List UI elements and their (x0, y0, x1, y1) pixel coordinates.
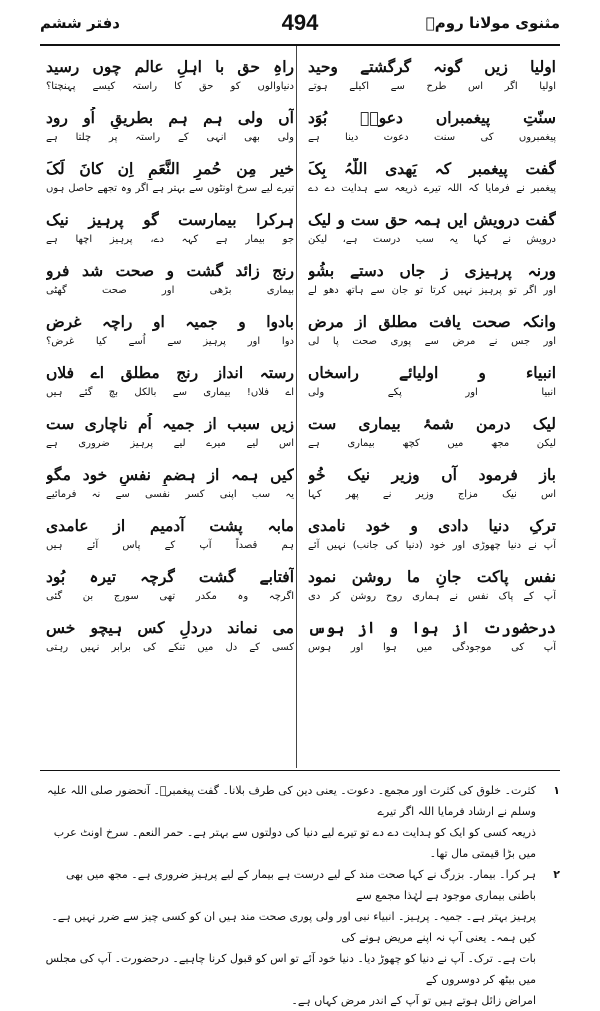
couplet-half (46, 107, 294, 158)
footnote-line: ہر کرا۔ بیمار۔ بزرگ نے کہا صحت مند کے لیے درست ہے بیمار کے لیے پرہیز ضروری ہے۔ مجھ میں بھی باطنی بیماری موجود ہے لہٰذا مجمع سے (65, 868, 536, 902)
urdu-translation: بیماری بڑھی اور صحت گھٹی (46, 285, 294, 296)
urdu-translation: لیکن مجھ میں کچھ بیماری ہے (308, 438, 556, 449)
persian-verse: لیک درمن شمۂ بیماری ست (308, 414, 556, 433)
urdu-translation: انبیا اور پکے ولی (308, 387, 556, 398)
footnote-rule (40, 770, 560, 771)
urdu-translation: ہم قصداً آپ کے پاس آئے ہیں (46, 540, 294, 551)
persian-verse: رستہ انداز رنج مطلق اے فلاں (46, 363, 294, 382)
persian-verse: رنج زائد گشت و صحت شد فرو (46, 261, 294, 280)
urdu-translation: پیغمبروں کی سنت دعوت دینا ہے (308, 132, 556, 143)
couplet-half (308, 56, 556, 107)
urdu-translation: پیغمبر نے فرمایا کہ اللہ تیرے ذریعہ سے ہدایت دے دے (308, 183, 556, 194)
persian-verse: آں ولی ہم ہم بطریقِ اُو رود (46, 108, 294, 127)
verse-column-left (46, 56, 294, 668)
persian-verse: درحضورت از ہوا و از ہوس (308, 618, 556, 637)
header-rule (40, 44, 560, 46)
urdu-translation: آپ کی موجودگی میں ہوا اور ہوس (308, 642, 556, 653)
page-header (40, 10, 560, 40)
footnote-line: امراض زائل ہوتے ہیں تو آپ کے اندر مرض کہاں ہے۔ (291, 994, 536, 1007)
urdu-translation: اے فلاں! بیماری سے بالکل بچ گئے ہیں (46, 387, 294, 398)
urdu-translation: تیرے لیے سرخ اونٹوں سے بہتر ہے اگر وہ تجھے حاصل ہوں (46, 183, 294, 194)
persian-verse: زیں سبب از جمیہ اُم ناچاری ست (46, 414, 294, 433)
persian-verse: ہرکرا بیمارست گو پرہیز نیک (46, 210, 294, 229)
persian-verse: وانکہ صحت یافت مطلق از مرض (308, 312, 556, 331)
persian-verse: می نماند دردلِ کس ہیچو خس (46, 618, 294, 637)
persian-verse: راہِ حق با اہلِ عالم چوں رسید (46, 57, 294, 76)
verse-column-right (308, 56, 556, 668)
urdu-translation: درویش نے کہا یہ سب درست ہے، لیکن (308, 234, 556, 245)
couplet-half (308, 311, 556, 362)
couplet-half (308, 362, 556, 413)
footnotes (40, 780, 560, 1011)
urdu-translation: اولیا اگر اس طرح سے اکیلے ہوتے (308, 81, 556, 92)
persian-verse: گفت درویش ایں ہمہ حق ست و لیک (308, 210, 556, 229)
footnote (40, 864, 560, 1011)
footnote-line: بات ہے۔ ترک۔ آپ نے دنیا کو چھوڑ دیا۔ دنیا خود آئے تو اس کو قبول کرنا چاہیے۔ درحضورت۔ آپ کی مجلس میں بیٹھ کر دوسروں کے (45, 952, 536, 986)
couplet-half (46, 158, 294, 209)
urdu-translation: آپ نے دنیا چھوڑی اور خود (دنیا کی جانب) نہیں آئے (308, 540, 556, 551)
persian-verse: مابہ پشت آدمیم از عامدی (46, 516, 294, 535)
couplet-half (308, 464, 556, 515)
urdu-translation: جو بیمار ہے کہہ دے، پرہیز اچھا ہے (46, 234, 294, 245)
persian-verse: بادوا و جمیہ او راچہ غرض (46, 312, 294, 331)
couplet-half (308, 260, 556, 311)
couplet-half (308, 617, 556, 668)
footnote-line: کثرت۔ خلوق کی کثرت اور مجمع۔ دعوت۔ یعنی دین کی طرف بلانا۔ گفت پیغمبرؐ۔ آنحضور صلی اللہ علیہ وسلم نے ارشاد فرمایا اللہ اگر تیرے (47, 784, 536, 818)
couplet-half (308, 566, 556, 617)
urdu-translation: اگرچہ وہ مکدر تھی سورج بن گئی (46, 591, 294, 602)
persian-verse: سنّتِ پیغمبراں دعوتؒ بُوَد (308, 108, 556, 127)
couplet-half (46, 56, 294, 107)
footnote-marker: ۲ (553, 868, 560, 881)
persian-verse: نفس پاکت جانِ ما روشن نمود (308, 567, 556, 586)
persian-verse: خیر مِن حُمرِ النَّعَمِ اِن کانَ لَکَ (46, 159, 294, 178)
book-title: مثنوی مولانا رومؒ (425, 14, 560, 32)
couplet-half (308, 107, 556, 158)
column-divider (296, 46, 297, 768)
couplet-half (46, 413, 294, 464)
urdu-translation: اس لیے میرے لیے پرہیز ضروری ہے (46, 438, 294, 449)
persian-verse: آفتابے گشت گرچہ تیرہ بُود (46, 567, 294, 586)
persian-verse: ورنہ پرہیزی ز جاں دستے بشُو (308, 261, 556, 280)
persian-verse: اولیا زیں گونہ گرگشتے وحید (308, 57, 556, 76)
couplet-half (46, 311, 294, 362)
page-number: 494 (281, 10, 319, 35)
couplet-half (308, 515, 556, 566)
couplet-half (308, 413, 556, 464)
couplet-half (46, 617, 294, 668)
urdu-translation: ولی بھی انہی کے راستہ پر چلتا ہے (46, 132, 294, 143)
urdu-translation: اور اگر تو پرہیز نہیں کرتا تو جان سے ہاتھ دھو لے (308, 285, 556, 296)
urdu-translation: آپ کے پاک نفس نے ہماری روح روشن کر دی (308, 591, 556, 602)
persian-verse: کیں ہمہ از ہضمِ نفسِ خود مگو (46, 465, 294, 484)
volume-label: دفتر ششم (40, 14, 120, 32)
urdu-translation: اس نیک مزاج وزیر نے پھر کہا (308, 489, 556, 500)
couplet-half (46, 362, 294, 413)
persian-verse: گفت پیغمبر کہ یَهدی اللّٰہُ بِکَ (308, 159, 556, 178)
persian-verse: انبیاء و اولیائے راسخاں (308, 363, 556, 382)
couplet-half (46, 260, 294, 311)
couplet-half (308, 158, 556, 209)
couplet-half (46, 515, 294, 566)
persian-verse: ترکِ دنیا دادی و خود نامدی (308, 516, 556, 535)
couplet-half (308, 209, 556, 260)
urdu-translation: دنیاوالوں کو حق کا راستہ کیسے پہنچتا؟ (46, 81, 294, 92)
footnote-line: ذریعہ کسی کو ایک کو ہدایت دے دے تو تیرے لیے دنیا کی دولتوں سے بہتر ہے۔ حمر النعم۔ سرخ اونٹ عرب میں بڑا قیمتی مال تھا۔ (53, 826, 536, 860)
footnote-marker: ۱ (553, 784, 560, 797)
couplet-half (46, 464, 294, 515)
urdu-translation: کسی کے دل میں تنکے کی برابر نہیں رہتی (46, 642, 294, 653)
persian-verse: باز فرمود آں وزیر نیک خُو (308, 465, 556, 484)
couplet-half (46, 566, 294, 617)
urdu-translation: اور جس نے مرض سے پوری صحت پا لی (308, 336, 556, 347)
footnote (40, 780, 560, 864)
couplet-half (46, 209, 294, 260)
urdu-translation: یہ سب اپنی کسر نفسی سے نہ فرمائیے (46, 489, 294, 500)
footnote-line: پرہیز بہتر ہے۔ جمیہ۔ پرہیز۔ انبیاء نبی اور ولی پوری صحت مند ہیں ان کو کسی چیز سے ضرر نہیں ہے۔ کیں ہمہ۔ یعنی آپ نہ اپنے مریض ہونے کی (51, 910, 536, 944)
urdu-translation: دوا اور پرہیز سے اُسے کیا غرض؟ (46, 336, 294, 347)
